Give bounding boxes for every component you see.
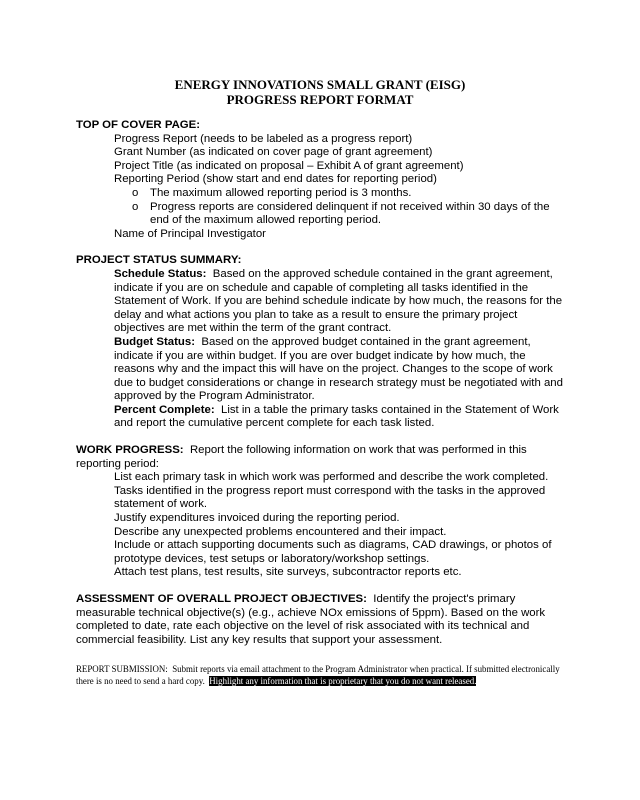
cover-item: Reporting Period (show start and end dates for reporting period): [114, 173, 437, 186]
work-item: Describe any unexpected problems encountered and their impact.: [114, 525, 447, 538]
schedule-status-paragraph: [114, 268, 568, 336]
work-intro-text: Report the following information on work that was performed in this reporting period:: [76, 444, 527, 470]
report-submission-note: [76, 664, 568, 687]
work-intro-paragraph: [76, 444, 568, 471]
status-section: [76, 254, 568, 431]
schedule-status-label: Schedule Status:: [114, 267, 207, 280]
cover-bullet: [132, 201, 568, 228]
cover-bullet-text: The maximum allowed reporting period is 3 months.: [150, 186, 412, 199]
work-section: [76, 444, 568, 580]
bullet-marker: o: [132, 186, 139, 199]
bullet-marker: o: [132, 200, 139, 213]
document-subtitle: PROGRESS REPORT FORMAT: [226, 92, 414, 107]
work-item: Include or attach supporting documents such as diagrams, CAD drawings, or photos of prototype devices, test setups or laboratory/workshop settings.: [114, 539, 552, 565]
percent-complete-label: Percent Complete:: [114, 403, 215, 416]
cover-item: Grant Number (as indicated on cover page of grant agreement): [114, 146, 433, 159]
budget-status-text: Based on the approved budget contained in the grant agreement, indicate if you are within budget. If you are over budget indicate by how much, the reasons why and the impact this will have on the project. Changes to the scope of work due to budget considerations or change in research strategy must be negotiated with and approved by the Program Administrator.: [114, 335, 563, 403]
schedule-status-text: Based on the approved schedule contained in the grant agreement, indicate if you are on schedule and capable of completing all tasks identified in the Statement of Work. If you are behind schedule indicate by how much, the reasons for the delay and what actions you plan to take as a result to ensure the primary project objectives are met within the term of the grant contract.: [114, 267, 563, 335]
work-item: List each primary task in which work was performed and describe the work completed. Tasks identified in the progress report must correspond with the tasks in the approved statement of work.: [114, 471, 549, 511]
assessment-section: [76, 593, 568, 647]
status-heading: PROJECT STATUS SUMMARY:: [76, 254, 242, 267]
submission-text: Submit reports via email attachment to the Program Administrator when practical. If submitted electronically there is no need to send a hard copy.: [76, 664, 560, 686]
assessment-heading: ASSESSMENT OF OVERALL PROJECT OBJECTIVES:: [76, 593, 367, 605]
work-item: Attach test plans, test results, site surveys, subcontractor reports etc.: [114, 566, 462, 579]
work-item: Justify expenditures invoiced during the reporting period.: [114, 512, 400, 525]
percent-complete-text: List in a table the primary tasks contained in the Statement of Work and report the cumulative percent complete for each task listed.: [114, 403, 559, 430]
cover-bullet-text: Progress reports are considered delinquent if not received within 30 days of the end of the maximum allowed reporting period.: [150, 200, 550, 227]
assessment-text: Identify the project's primary measurable technical objective(s) (e.g., achieve NOx emissions of 5ppm). Based on the work completed to date, rate each objective on the level of risk associated with its technical and commercial feasibility. List any key results that support your assessment.: [76, 593, 546, 646]
budget-status-label: Budget Status:: [114, 335, 195, 348]
submission-label: REPORT SUBMISSION:: [76, 664, 168, 674]
proprietary-highlight: Highlight any information that is proprietary that you do not want released.: [209, 675, 477, 686]
percent-complete-paragraph: [114, 404, 568, 431]
document-body: [76, 119, 568, 647]
cover-item: Progress Report (needs to be labeled as a progress report): [114, 132, 413, 145]
cover-item: Name of Principal Investigator: [114, 227, 266, 240]
cover-section: [76, 119, 568, 241]
budget-status-paragraph: [114, 336, 568, 404]
cover-item: Project Title (as indicated on proposal – Exhibit A of grant agreement): [114, 159, 464, 172]
work-heading: WORK PROGRESS:: [76, 444, 184, 457]
cover-heading: TOP OF COVER PAGE:: [76, 119, 201, 131]
document-title: ENERGY INNOVATIONS SMALL GRANT (EISG): [174, 77, 466, 92]
cover-bullet: [132, 187, 568, 201]
